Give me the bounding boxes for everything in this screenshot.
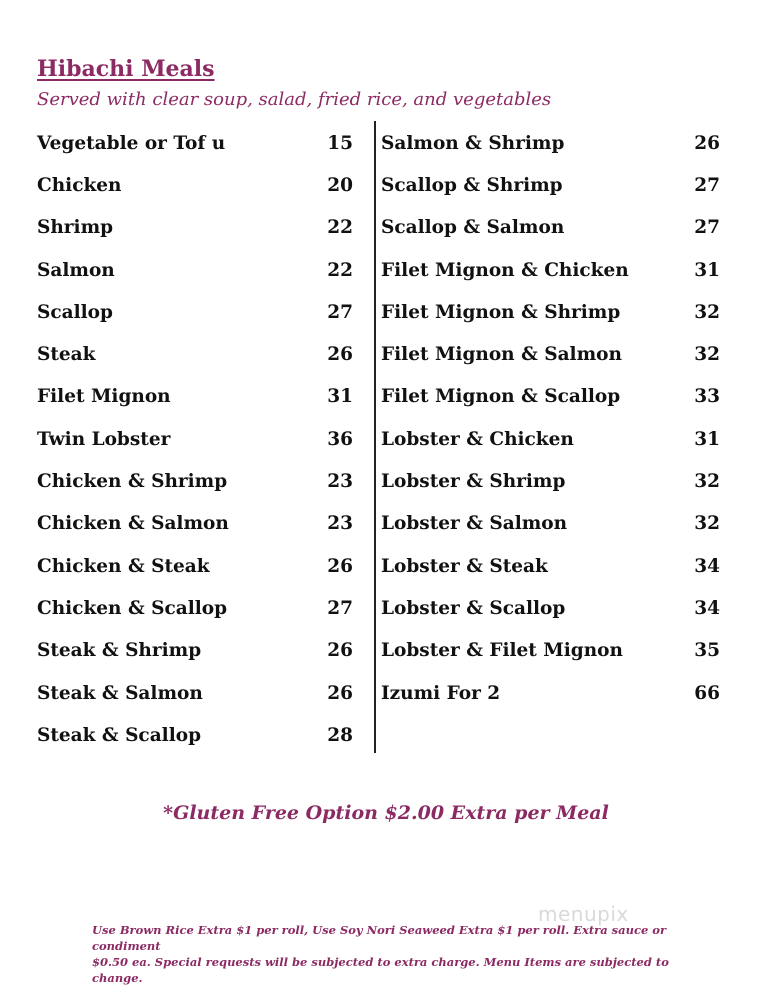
page-subtitle: Served with clear soup, salad, fried rice, and vegetables — [37, 89, 552, 110]
menu-item-name: Filet Mignon & Chicken — [381, 259, 629, 281]
menu-item-name: Lobster & Steak — [381, 555, 548, 577]
menu-item-name: Lobster & Chicken — [381, 428, 574, 450]
menu-item — [381, 291, 720, 333]
menu-item-price: 36 — [327, 428, 353, 450]
menu-item-name: Shrimp — [37, 217, 114, 239]
menu-item — [37, 545, 353, 587]
menu-column-right — [381, 122, 720, 714]
menu-item — [37, 630, 353, 672]
menu-item-name: Vegetable or Tof u — [37, 132, 226, 154]
menu-item-price: 26 — [327, 682, 353, 704]
menu-item-name: Chicken & Scallop — [37, 597, 228, 619]
menu-item-price: 31 — [694, 428, 720, 450]
menu-item-name: Filet Mignon & Shrimp — [381, 301, 621, 323]
menu-item-name: Steak & Shrimp — [37, 640, 202, 662]
menu-item-price: 22 — [327, 259, 353, 281]
menu-item — [381, 376, 720, 418]
menu-item-price: 34 — [694, 597, 720, 619]
menu-item-name: Chicken & Salmon — [37, 513, 229, 535]
menu-item-price: 35 — [694, 640, 720, 662]
menu-item — [381, 333, 720, 375]
menu-item-price: 15 — [327, 132, 353, 154]
menupix-watermark: menupix — [538, 902, 629, 926]
menu-item-price: 27 — [327, 301, 353, 323]
menu-item — [37, 291, 353, 333]
menu-item-name: Chicken — [37, 174, 122, 196]
menu-item-name: Scallop — [37, 301, 113, 323]
menu-item-name: Steak & Scallop — [37, 724, 202, 746]
menu-item — [381, 164, 720, 206]
menu-item-name: Chicken & Shrimp — [37, 471, 228, 493]
menu-item-name: Scallop & Salmon — [381, 217, 565, 239]
menu-item-price: 27 — [327, 597, 353, 619]
menu-item — [381, 545, 720, 587]
menu-item-price: 31 — [327, 386, 353, 408]
menu-item-name: Steak — [37, 344, 96, 366]
menu-item — [381, 418, 720, 460]
menu-item — [381, 587, 720, 629]
menu-item-name: Lobster & Salmon — [381, 513, 568, 535]
menu-item-price: 32 — [694, 471, 720, 493]
menu-item-name: Twin Lobster — [37, 428, 171, 450]
menu-item — [381, 122, 720, 164]
menu-item-name: Lobster & Scallop — [381, 597, 566, 619]
menu-item-price: 20 — [327, 174, 353, 196]
menu-column-left — [37, 122, 353, 756]
menu-item-name: Chicken & Steak — [37, 555, 210, 577]
menu-item-price: 32 — [694, 513, 720, 535]
menu-item-name: Izumi For 2 — [381, 682, 501, 704]
menu-item — [37, 164, 353, 206]
menu-item-name: Salmon — [37, 259, 115, 281]
menu-item — [37, 672, 353, 714]
menu-item-price: 34 — [694, 555, 720, 577]
footnote — [92, 922, 692, 986]
menu-item-name: Filet Mignon & Salmon — [381, 344, 622, 366]
menu-item — [37, 503, 353, 545]
menu-item-price: 31 — [694, 259, 720, 281]
menu-item — [37, 249, 353, 291]
menu-item — [37, 333, 353, 375]
menu-item — [37, 207, 353, 249]
menu-item — [381, 460, 720, 502]
menu-item-name: Lobster & Filet Mignon — [381, 640, 623, 662]
menu-item-price: 22 — [327, 217, 353, 239]
menu-item — [381, 503, 720, 545]
menu-item-price: 32 — [694, 344, 720, 366]
column-divider — [374, 121, 376, 753]
menu-item-price: 33 — [694, 386, 720, 408]
menu-item — [381, 207, 720, 249]
menu-item-name: Scallop & Shrimp — [381, 174, 563, 196]
menu-item — [381, 672, 720, 714]
footnote-line: Use Brown Rice Extra $1 per roll, Use Soy Nori Seaweed Extra $1 per roll. Extra sauce or condiment — [92, 923, 667, 953]
menu-item-name: Filet Mignon & Scallop — [381, 386, 621, 408]
menu-item-name: Steak & Salmon — [37, 682, 203, 704]
menu-item-price: 27 — [694, 174, 720, 196]
menu-item — [37, 714, 353, 756]
menu-item — [37, 122, 353, 164]
menu-item-price: 26 — [327, 555, 353, 577]
menu-item-price: 26 — [327, 640, 353, 662]
menu-item-price: 23 — [327, 471, 353, 493]
menu-item-price: 26 — [327, 344, 353, 366]
menu-item-name: Filet Mignon — [37, 386, 171, 408]
menu-item-price: 27 — [694, 217, 720, 239]
menu-item — [37, 418, 353, 460]
menu-item-price: 28 — [327, 724, 353, 746]
menu-item-price: 26 — [694, 132, 720, 154]
footnote-line: $0.50 ea. Special requests will be subjected to extra charge. Menu Items are subjected to change. — [92, 955, 669, 985]
menu-item-name: Salmon & Shrimp — [381, 132, 565, 154]
menu-item-name: Lobster & Shrimp — [381, 471, 566, 493]
menu-item — [381, 630, 720, 672]
menu-item — [37, 460, 353, 502]
menu-item — [381, 249, 720, 291]
menu-item — [37, 376, 353, 418]
menu-item-price: 32 — [694, 301, 720, 323]
menu-item-price: 23 — [327, 513, 353, 535]
menu-item — [37, 587, 353, 629]
page-title: Hibachi Meals — [37, 56, 215, 82]
gluten-free-note: *Gluten Free Option $2.00 Extra per Meal — [163, 802, 609, 824]
menu-item-price: 66 — [694, 682, 720, 704]
